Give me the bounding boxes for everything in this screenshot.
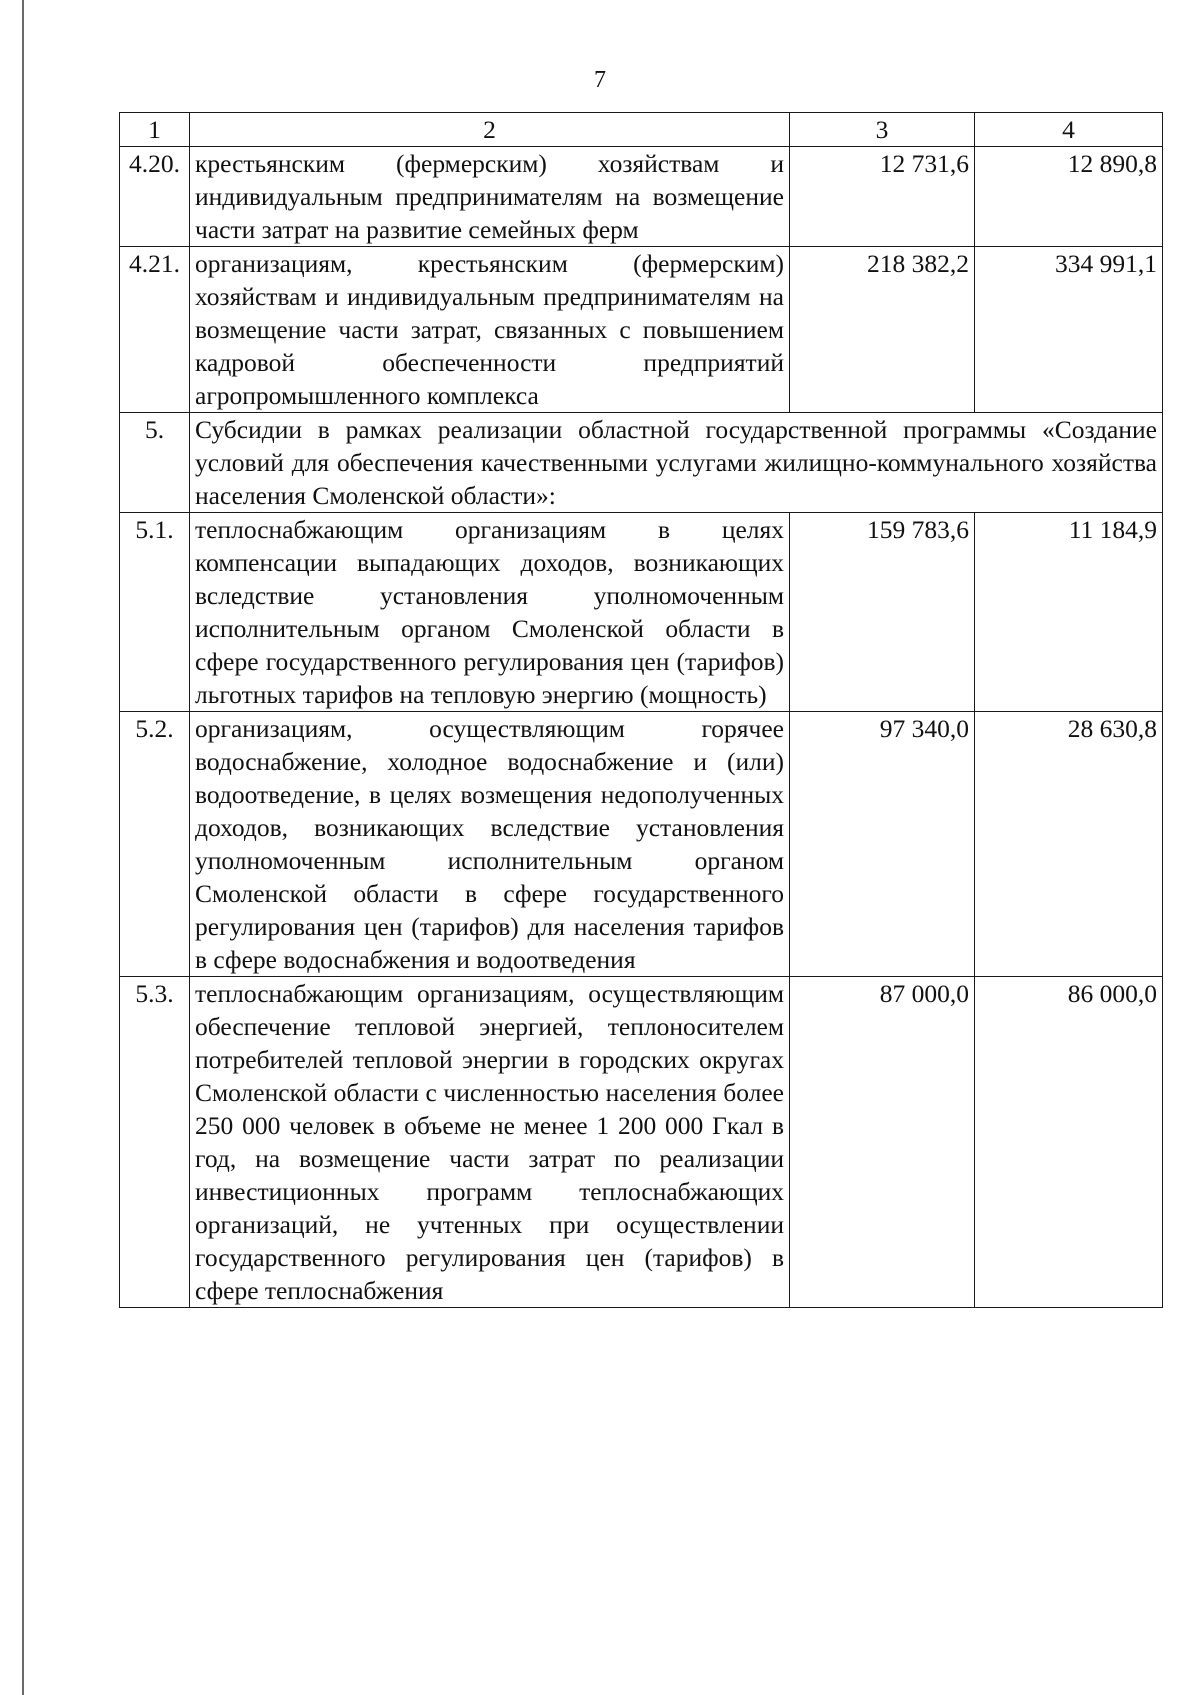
row-description: организациям, осуществляющим горячее водоснабжение, холодное водоснабжение и (или) водоотведение, в целях возмещения недополученных доходов, возникающих вследствие установления уполномоченным исполнительным органом Смоленской области в сфере государственного регулирования цен (тарифов) для населения тарифов в сфере водоснабжения и водоотведения [190,712,790,977]
row-number: 5.2. [120,712,190,977]
row-description: теплоснабжающим организациям, осуществляющим обеспечение тепловой энергией, теплоносителем потребителей тепловой энергии в городских округах Смоленской области с численностью населения более 250 000 человек в объеме не менее 1 200 000 Гкал в год, на возмещение части затрат по реализации инвестиционных программ теплоснабжающих организаций, не учтенных при осуществлении государственного регулирования цен (тарифов) в сфере теплоснабжения [190,977,790,1308]
row-value-col3: 97 340,0 [790,712,975,977]
table-header-row [120,113,1163,147]
header-cell-4: 4 [975,113,1163,147]
table-row [120,513,1163,712]
row-value-col4: 11 184,9 [975,513,1163,712]
header-cell-1: 1 [120,113,190,147]
row-description: крестьянским (фермерским) хозяйствам и индивидуальным предпринимателям на возмещение части затрат на развитие семейных ферм [190,147,790,247]
section-number: 5. [120,413,190,513]
row-value-col4: 28 630,8 [975,712,1163,977]
table-row [120,977,1163,1308]
section-row [120,413,1163,513]
row-number: 5.1. [120,513,190,712]
table-row [120,247,1163,413]
row-number: 4.20. [120,147,190,247]
row-value-col3: 12 731,6 [790,147,975,247]
scan-edge-line [22,0,24,1695]
row-number: 5.3. [120,977,190,1308]
header-cell-3: 3 [790,113,975,147]
row-value-col3: 159 783,6 [790,513,975,712]
subsidy-table [119,112,1163,1308]
row-value-col4: 334 991,1 [975,247,1163,413]
row-value-col4: 12 890,8 [975,147,1163,247]
table-row [120,147,1163,247]
row-description: организациям, крестьянским (фермерским) хозяйствам и индивидуальным предпринимателям на возмещение части затрат, связанных с повышением кадровой обеспеченности предприятий агропромышленного комплекса [190,247,790,413]
row-value-col3: 87 000,0 [790,977,975,1308]
row-number: 4.21. [120,247,190,413]
section-heading: Субсидии в рамках реализации областной государственной программы «Создание условий для обеспечения качественными услугами жилищно-коммунального хозяйства населения Смоленской области»: [190,413,1163,513]
row-value-col3: 218 382,2 [790,247,975,413]
page-number: 7 [594,67,606,93]
table-row [120,712,1163,977]
header-cell-2: 2 [190,113,790,147]
row-value-col4: 86 000,0 [975,977,1163,1308]
row-description: теплоснабжающим организациям в целях компенсации выпадающих доходов, возникающих вследствие установления уполномоченным исполнительным органом Смоленской области в сфере государственного регулирования цен (тарифов) льготных тарифов на тепловую энергию (мощность) [190,513,790,712]
